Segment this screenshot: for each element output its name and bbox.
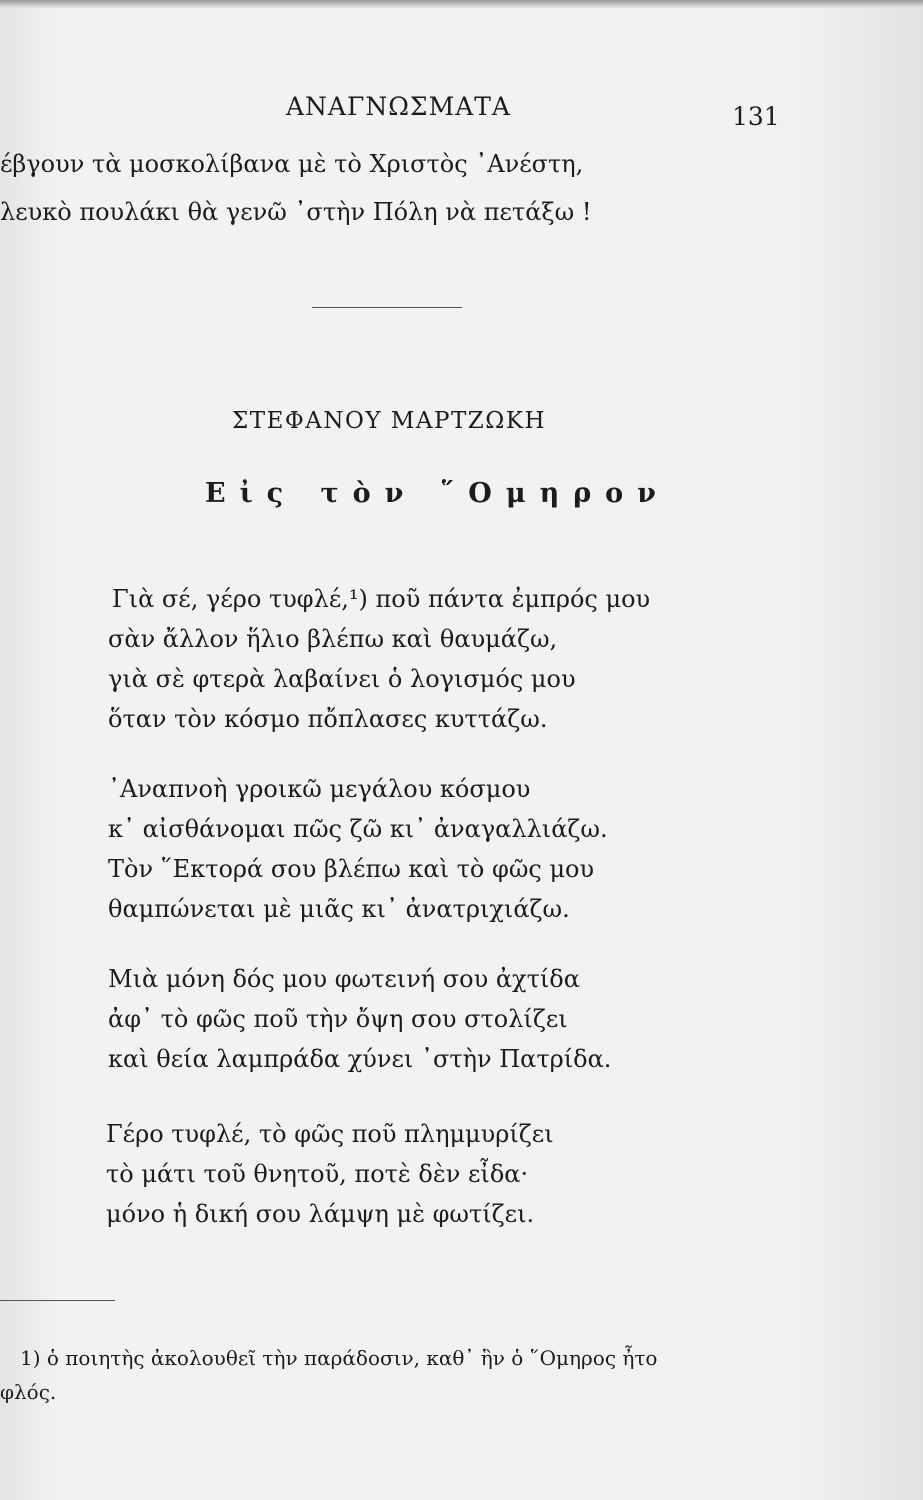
footnote-text: 1) ὁ ποιητὴς ἀκολουθεῖ τὴν παράδοσιν, καθ᾿ ἣν ὁ ῞Ομηρος ἦτο — [20, 1346, 658, 1370]
verse-line: ἀφ᾿ τὸ φῶς ποῦ τὴν ὄψη σου στολίζει — [108, 1005, 568, 1033]
section-divider — [312, 307, 462, 308]
page-number: 131 — [732, 102, 780, 131]
author-name: ΣΤΕΦΑΝΟΥ ΜΑΡΤΖΩΚΗ — [232, 408, 547, 434]
verse-line: Μιὰ μόνη δός μου φωτεινή σου ἀχτίδα — [108, 965, 580, 993]
poem-title: Εἰς τὸν ῞Ομηρον — [205, 478, 670, 509]
verse-line: μόνο ἡ δική σου λάμψη μὲ φωτίζει. — [106, 1200, 535, 1228]
verse-line: θαμπώνεται μὲ μιᾶς κι᾿ ἀνατριχιάζω. — [108, 895, 570, 923]
carryover-line: έβγουν τὰ μοσκολίβανα μὲ τὸ Χριστὸς ᾿Ανέστη, — [0, 150, 584, 178]
verse-line: ὅταν τὸν κόσμο πὄπλασες κυττάζω. — [108, 705, 548, 733]
verse-line: ᾿Αναπνοὴ γροικῶ μεγάλου κόσμου — [108, 775, 531, 803]
verse-line: κ᾿ αἰσθάνομαι πῶς ζῶ κι᾿ ἀναγαλλιάζω. — [108, 815, 608, 843]
page-top-edge — [0, 0, 923, 8]
footnote-divider — [0, 1300, 115, 1301]
running-title: ΑΝΑΓΝΩΣΜΑΤΑ — [286, 92, 511, 121]
verse-line: γιὰ σὲ φτερὰ λαβαίνει ὁ λογισμός μου — [108, 665, 576, 693]
verse-line: Τὸν ῞Εκτορά σου βλέπω καὶ τὸ φῶς μου — [108, 855, 595, 883]
verse-line: Γιὰ σέ, γέρο τυφλέ,¹) ποῦ πάντα ἐμπρός μου — [112, 585, 651, 613]
carryover-line: λευκὸ πουλάκι θὰ γενῶ ᾿στὴν Πόλη νὰ πετάξω ! — [0, 198, 592, 226]
verse-line: Γέρο τυφλέ, τὸ φῶς ποῦ πλημμυρίζει — [106, 1120, 554, 1148]
verse-line: καὶ θεία λαμπράδα χύνει ᾿στὴν Πατρίδα. — [108, 1045, 612, 1073]
verse-line: σὰν ἄλλον ἥλιο βλέπω καὶ θαυμάζω, — [108, 625, 558, 653]
footnote-text: φλός. — [0, 1380, 57, 1404]
verse-line: τὸ μάτι τοῦ θνητοῦ, ποτὲ δὲν εἶδα· — [106, 1160, 529, 1188]
